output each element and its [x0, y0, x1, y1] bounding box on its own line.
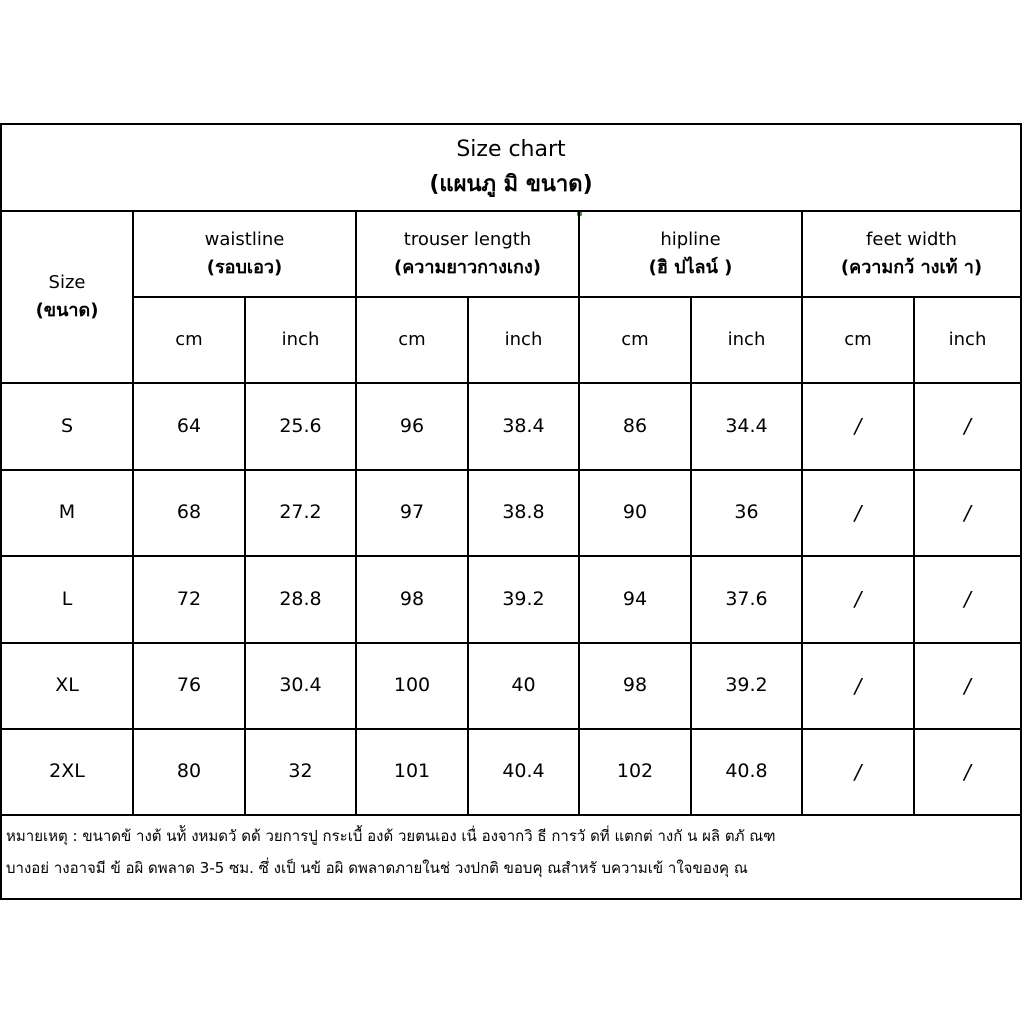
- group-label-en: trouser length: [403, 229, 532, 251]
- grid-line: [355, 212, 357, 814]
- measurement-cell: 38.4: [502, 414, 545, 437]
- unit-inch: inch: [281, 329, 320, 351]
- unit-cm: cm: [844, 329, 872, 351]
- measurement-cell: 39.2: [502, 587, 545, 610]
- measurement-cell: 40.8: [725, 760, 768, 783]
- size-column-header: [2, 212, 132, 382]
- measurement-cell: 90: [622, 501, 648, 524]
- grid-line: [2, 814, 1022, 816]
- size-header-en: Size: [48, 272, 86, 294]
- group-label-th: (ความยาวกางเกง): [394, 257, 541, 278]
- measurement-cell: 98: [399, 587, 425, 610]
- grid-line: [2, 728, 1022, 730]
- grid-line: [578, 212, 580, 814]
- not-applicable-cell: /: [854, 759, 862, 784]
- unit-inch: inch: [504, 329, 543, 351]
- waistline-header: [134, 212, 355, 296]
- grid-line: [2, 642, 1022, 644]
- unit-cm: cm: [175, 329, 203, 351]
- measurement-cell: 36: [734, 501, 759, 524]
- measurement-cell: 76: [176, 674, 202, 697]
- measurement-cell: 39.2: [725, 674, 768, 697]
- chart-title-block: [2, 125, 1020, 210]
- not-applicable-cell: /: [854, 587, 862, 611]
- group-label-th: (ความกว้ างเท้ า): [840, 257, 983, 278]
- not-applicable-cell: /: [854, 500, 862, 525]
- measurement-cell: 37.6: [725, 587, 768, 610]
- measurement-cell: 80: [176, 760, 202, 783]
- chart-title: Size chart: [456, 137, 566, 163]
- grid-line: [913, 298, 915, 814]
- feet-width-header: [803, 212, 1020, 296]
- measurement-cell: 97: [399, 501, 425, 524]
- unit-cm: cm: [621, 329, 649, 351]
- group-label-en: feet width: [866, 229, 957, 251]
- size-chart-table: [0, 123, 1022, 900]
- footnote-line-1: หมายเหตุ : ขนาดข้ างต้ นท้ั งหมดวั ดด้ วยการปู กระเบื้ องด้ วยตนเอง เนื่ องจากวิ ธี การวั ดที่ แตกต่ างกั น ผลิ ตภั ณฑ: [6, 827, 776, 845]
- measurement-cell: 38.8: [502, 501, 545, 524]
- measurement-cell: 96: [399, 414, 425, 437]
- measurement-cell: 64: [176, 414, 202, 437]
- unit-inch: inch: [948, 329, 987, 351]
- not-applicable-cell: /: [964, 587, 971, 611]
- measurement-cell: 34.4: [725, 414, 768, 437]
- group-label-th: (ฮิ ปไลน์ ): [648, 257, 733, 278]
- measurement-cell: 86: [622, 414, 648, 437]
- size-header-th: (ขนาด): [35, 300, 99, 321]
- measurement-cell: 27.2: [279, 501, 322, 524]
- trouser-length-header: [357, 212, 578, 296]
- size-label: XL: [55, 674, 79, 697]
- chart-subtitle: (แผนภู มิ ขนาด): [429, 171, 593, 197]
- measurement-cell: 40: [511, 674, 536, 697]
- grid-line: [2, 210, 1022, 212]
- measurement-cell: 102: [616, 760, 654, 783]
- grid-line: [690, 298, 692, 814]
- grid-line: [244, 298, 246, 814]
- grid-line: [2, 469, 1022, 471]
- group-label-en: waistline: [204, 229, 285, 251]
- size-label: S: [60, 414, 74, 437]
- measurement-cell: 94: [622, 587, 648, 610]
- measurement-cell: 40.4: [502, 760, 545, 783]
- footnote: [6, 820, 1020, 884]
- measurement-cell: 28.8: [279, 587, 322, 610]
- measurement-cell: 100: [393, 674, 431, 697]
- unit-inch: inch: [727, 329, 766, 351]
- size-label: 2XL: [49, 760, 85, 783]
- hipline-header: [580, 212, 801, 296]
- measurement-cell: 98: [622, 674, 648, 697]
- grid-line: [132, 212, 134, 814]
- footnote-line-2: บางอย่ างอาจมี ข้ อผิ ดพลาด 3-5 ซม. ซึ่ งเป็ นข้ อผิ ดพลาดภายในช่ วงปกติ ขอบคุ ณสำหรั บความเข้ าใจของคุ ณ: [6, 859, 748, 877]
- not-applicable-cell: /: [964, 500, 971, 525]
- unit-cm: cm: [398, 329, 426, 351]
- not-applicable-cell: /: [964, 673, 971, 698]
- not-applicable-cell: /: [854, 673, 862, 698]
- size-label: M: [58, 501, 76, 524]
- not-applicable-cell: /: [964, 414, 971, 438]
- measurement-cell: 101: [393, 760, 431, 783]
- measurement-cell: 72: [176, 587, 202, 610]
- group-label-th: (รอบเอว): [206, 257, 283, 278]
- not-applicable-cell: /: [854, 414, 862, 438]
- grid-line: [2, 382, 1022, 384]
- grid-line: [801, 212, 803, 814]
- measurement-cell: 25.6: [279, 414, 322, 437]
- grid-line: [467, 298, 469, 814]
- measurement-cell: 30.4: [279, 674, 322, 697]
- measurement-cell: 68: [176, 501, 202, 524]
- measurement-cell: 32: [288, 760, 313, 783]
- grid-line: [2, 555, 1022, 557]
- not-applicable-cell: /: [964, 759, 971, 784]
- group-label-en: hipline: [660, 229, 721, 251]
- size-label: L: [61, 587, 73, 610]
